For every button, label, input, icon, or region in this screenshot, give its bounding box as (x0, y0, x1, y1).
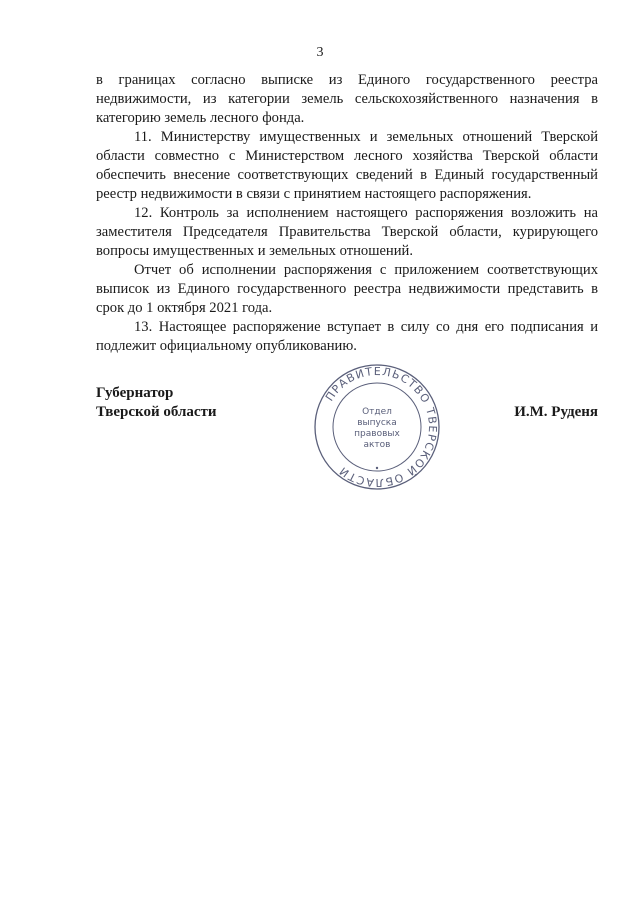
signatory-name: И.М. Руденя (514, 404, 598, 420)
stamp-center-line-3: правовых (354, 429, 400, 439)
official-stamp (312, 362, 442, 492)
signatory-position (96, 384, 217, 422)
paragraph-12: 12. Контроль за исполнением настоящего распоряжения возложить на заместителя Председателя Правительства Тверской области, курирующего вопросы имущественных и земельных отношений. (96, 205, 598, 259)
stamp-ring-text: ПРАВИТЕЛЬСТВО ТВЕРСКОЙ ОБЛАСТИ (322, 364, 440, 490)
document-body (96, 71, 598, 356)
page-number: 3 (316, 45, 324, 60)
stamp-dot (376, 467, 378, 469)
position-line-1: Губернатор (96, 385, 174, 401)
stamp-center-line-2: выпуска (357, 418, 397, 428)
paragraph-report: Отчет об исполнении распоряжения с приложением соответствующих выписок из Единого государственного реестра недвижимости представить в срок до 1 октября 2021 года. (96, 262, 598, 316)
stamp-graphic (312, 362, 442, 492)
paragraph-13: 13. Настоящее распоряжение вступает в силу со дня его подписания и подлежит официальному опубликованию. (96, 319, 598, 354)
stamp-center-line-1: Отдел (362, 407, 392, 417)
position-line-2: Тверской области (96, 404, 217, 420)
paragraph-11: 11. Министерству имущественных и земельных отношений Тверской области совместно с Министерством лесного хозяйства Тверской области обеспечить внесение соответствующих сведений в Единый государственный реестр недвижимости в связи с принятием настоящего распоряжения. (96, 129, 598, 202)
paragraph-continuation: в границах согласно выписке из Единого государственного реестра недвижимости, из категории земель сельскохозяйственного назначения в категорию земель лесного фонда. (96, 72, 598, 126)
stamp-center-line-4: актов (363, 440, 391, 450)
